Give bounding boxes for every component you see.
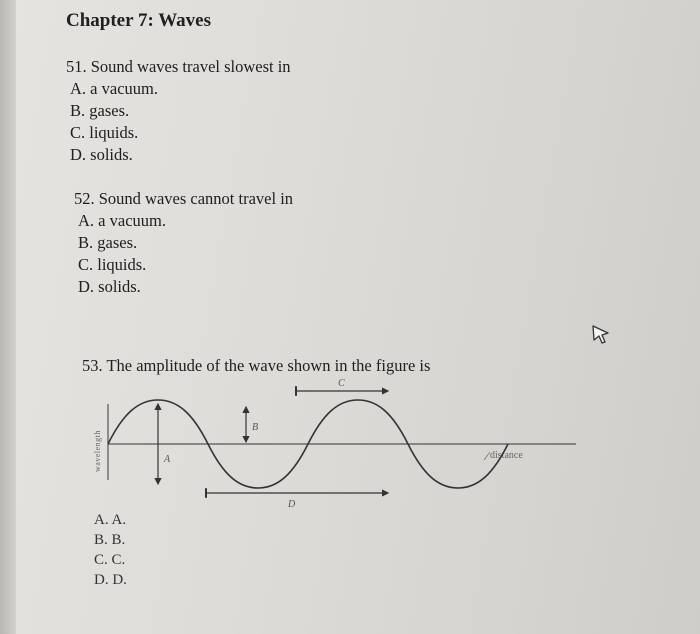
question-52-stem: 52. Sound waves cannot travel in bbox=[74, 189, 294, 208]
question-52 bbox=[74, 188, 293, 298]
question-52-choice-a[interactable]: A. a vacuum. bbox=[78, 211, 166, 230]
question-51-choice-b[interactable]: B. gases. bbox=[70, 101, 130, 120]
question-52-choice-c[interactable]: C. liquids. bbox=[78, 255, 147, 274]
question-51-choice-c[interactable]: C. liquids. bbox=[70, 123, 139, 142]
label-c: C bbox=[338, 378, 345, 389]
question-52-choice-d[interactable]: D. solids. bbox=[78, 277, 141, 296]
question-51-stem: 51. Sound waves travel slowest in bbox=[66, 57, 291, 76]
label-b: B bbox=[252, 422, 259, 433]
question-53-choice-d[interactable]: D. D. bbox=[94, 572, 127, 588]
x-axis-label: distance bbox=[490, 450, 523, 461]
question-53-choices bbox=[90, 510, 127, 590]
question-51 bbox=[66, 56, 291, 166]
wave-figure bbox=[88, 372, 588, 512]
chapter-title: Chapter 7: Waves bbox=[66, 10, 211, 31]
question-51-choice-d[interactable]: D. solids. bbox=[70, 145, 133, 164]
question-53-stem: 53. The amplitude of the wave shown in the figure is bbox=[82, 356, 431, 375]
label-a: A bbox=[164, 454, 171, 465]
question-53-choice-b[interactable]: B. B. bbox=[94, 532, 126, 548]
question-51-choice-a[interactable]: A. a vacuum. bbox=[70, 79, 158, 98]
label-d: D bbox=[288, 499, 296, 510]
question-52-choice-b[interactable]: B. gases. bbox=[78, 233, 138, 252]
page-edge-strip bbox=[0, 0, 16, 634]
question-53-choice-c[interactable]: C. C. bbox=[94, 552, 126, 568]
cursor-icon bbox=[590, 322, 612, 346]
y-axis-label: wavelength bbox=[93, 430, 102, 472]
question-53-choice-a[interactable]: A. A. bbox=[94, 512, 127, 528]
